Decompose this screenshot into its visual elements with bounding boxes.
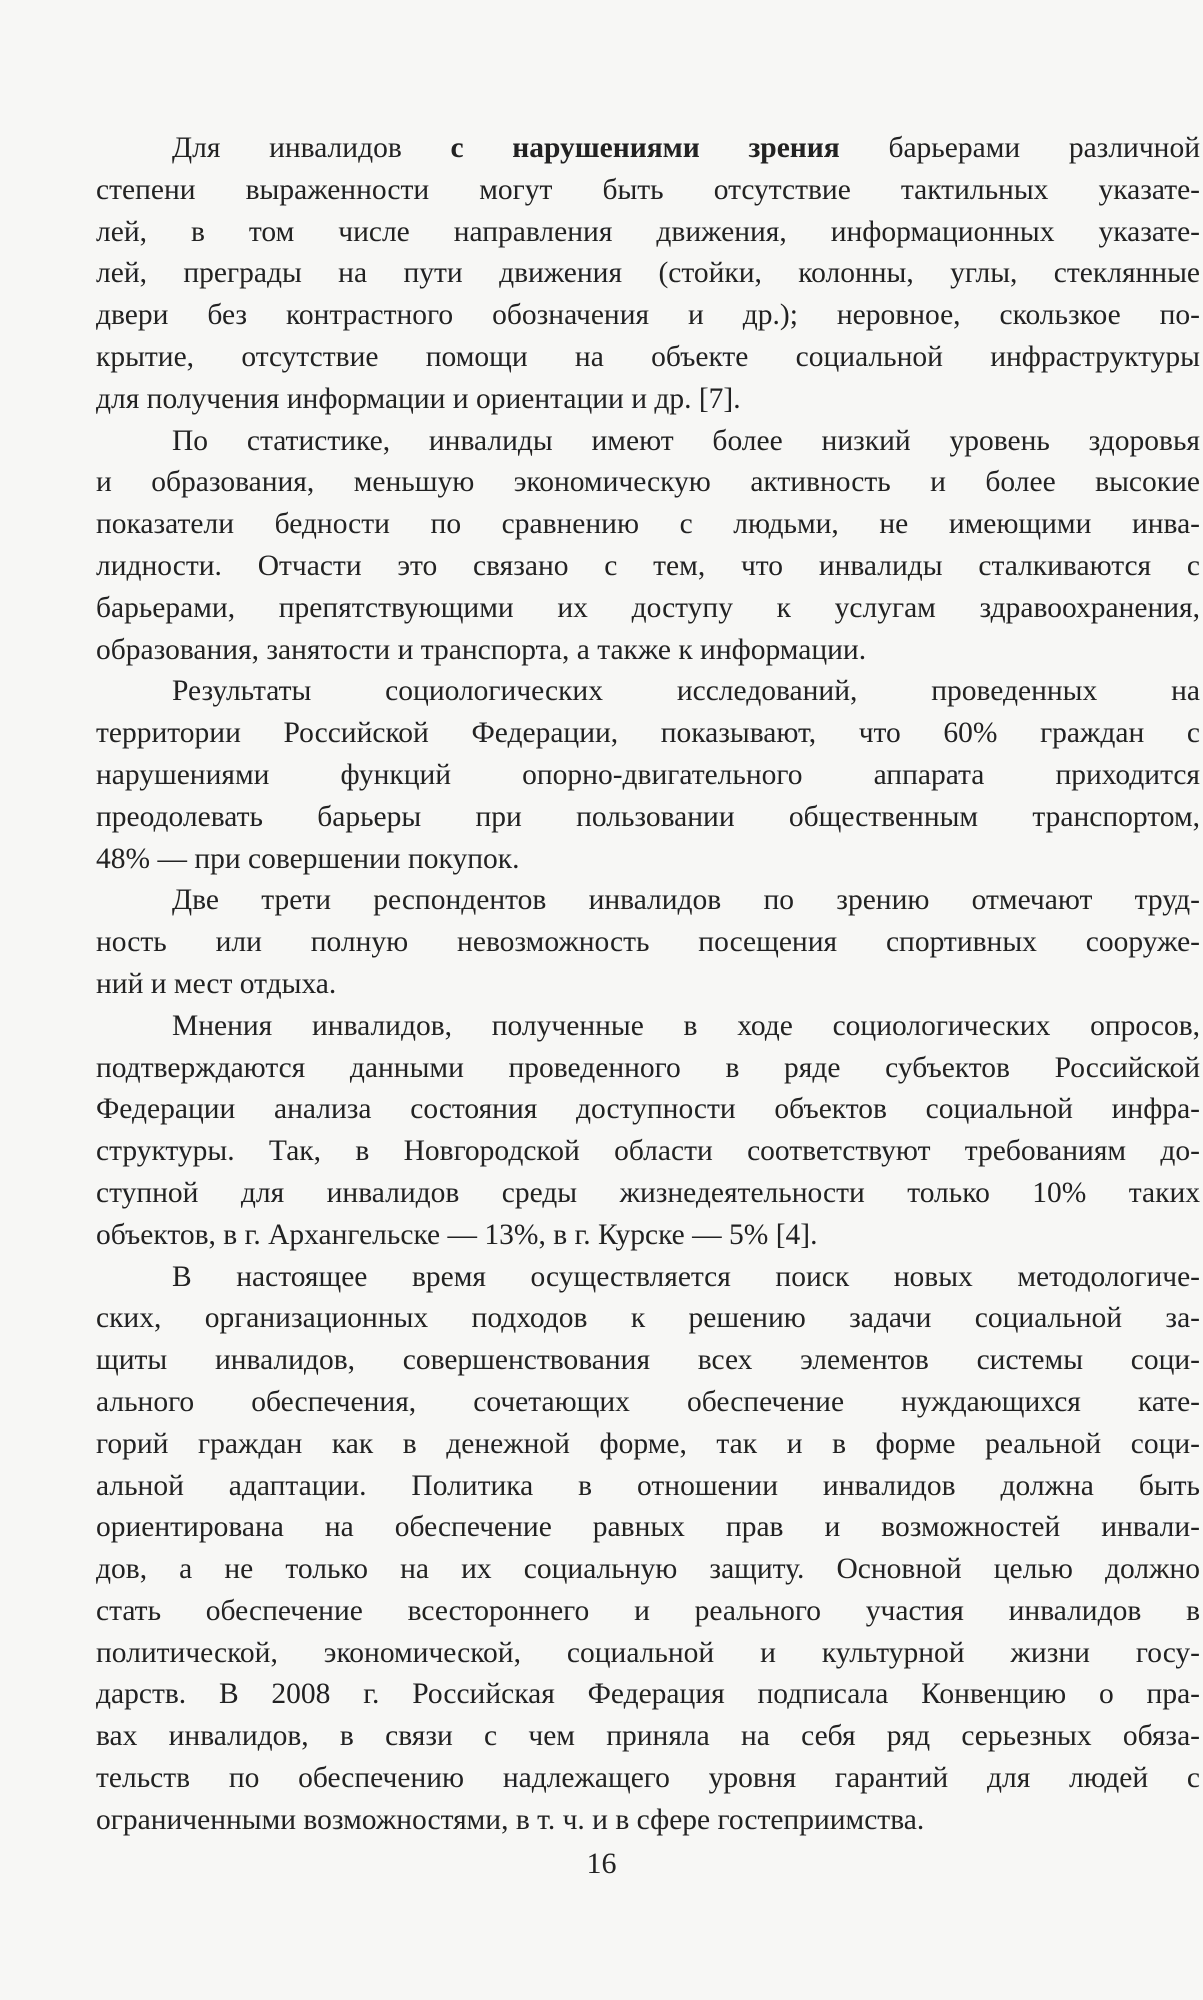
text-line: Две трети респондентов инвалидов по зрению отмечают труд- [172, 884, 1200, 917]
text-line: ность или полную невозможность посещения спортивных сооруже- [96, 926, 1200, 959]
text-line: двери без контрастного обозначения и др.); неровное, скользкое по- [96, 299, 1200, 332]
text-run: барьерами различной [839, 132, 1200, 164]
text-line: показатели бедности по сравнению с людьми, не имеющими инва- [96, 508, 1200, 541]
text-line: барьерами, препятствующими их доступу к услугам здравоохранения, [96, 591, 1200, 624]
text-line: тельств по обеспечению надлежащего уровня гарантий для людей с [96, 1762, 1200, 1795]
text-line: структуры. Так, в Новгородской области соответствуют требованиям до- [96, 1135, 1200, 1168]
text-line: дарств. В 2008 г. Российская Федерация подписала Конвенцию о пра- [96, 1678, 1200, 1711]
text-line: крытие, отсутствие помощи на объекте социальной инфраструктуры [96, 340, 1200, 373]
text-line: подтверждаются данными проведенного в ряде субъектов Российской [96, 1051, 1200, 1084]
paragraph-6 [96, 1257, 1200, 1842]
text-line [96, 128, 1200, 170]
text-line: степени выраженности могут быть отсутствие тактильных указате- [96, 173, 1200, 206]
text-line: ориентирована на обеспечение равных прав и возможностей инвали- [96, 1511, 1200, 1544]
text-line: В настоящее время осуществляется поиск новых методологиче- [172, 1260, 1200, 1293]
text-line: альной адаптации. Политика в отношении инвалидов должна быть [96, 1469, 1200, 1502]
text-line: стать обеспечение всестороннего и реального участия инвалидов в [96, 1594, 1200, 1627]
body-text [96, 128, 1200, 1842]
text-line: лей, в том числе направления движения, информационных указате- [96, 215, 1200, 248]
text-line: вах инвалидов, в связи с чем приняла на себя ряд серьезных обяза- [96, 1720, 1200, 1753]
text-line: По статистике, инвалиды имеют более низкий уровень здоровья [172, 424, 1200, 457]
paragraph-1 [96, 128, 1200, 421]
text-line: политической, экономической, социальной и культурной жизни госу- [96, 1636, 1200, 1669]
text-line: нарушениями функций опорно-двигательного аппарата приходится [96, 758, 1200, 791]
text-line: преодолевать барьеры при пользовании общественным транспортом, [96, 800, 1200, 833]
text-line: лей, преграды на пути движения (стойки, колонны, углы, стеклянные [96, 257, 1200, 290]
paragraph-4 [96, 880, 1200, 1005]
paragraph-5 [96, 1006, 1200, 1257]
text-line: Федерации анализа состояния доступности объектов социальной инфра- [96, 1093, 1200, 1126]
text-line: 48% — при совершении покупок. [96, 842, 520, 875]
bold-phrase: с нарушениями зрения [450, 132, 840, 164]
text-line: лидности. Отчасти это связано с тем, что инвалиды сталкиваются с [96, 549, 1200, 582]
text-line: Результаты социологических исследований, проведенных на [172, 675, 1200, 708]
text-line: объектов, в г. Архангельске — 13%, в г. Курске — 5% [4]. [96, 1218, 818, 1251]
text-line: Мнения инвалидов, полученные в ходе социологических опросов, [172, 1009, 1200, 1042]
text-line: ступной для инвалидов среды жизнедеятельности только 10% таких [96, 1176, 1200, 1209]
text-line: ального обеспечения, сочетающих обеспечение нуждающихся кате- [96, 1385, 1200, 1418]
text-line: щиты инвалидов, совершенствования всех элементов системы соци- [96, 1344, 1200, 1377]
text-line: ских, организационных подходов к решению задачи социальной за- [96, 1302, 1200, 1335]
text-line: образования, занятости и транспорта, а также к информации. [96, 633, 867, 666]
text-line: территории Российской Федерации, показывают, что 60% граждан с [96, 717, 1200, 750]
paragraph-3 [96, 671, 1200, 880]
text-line: для получения информации и ориентации и др. [7]. [96, 382, 741, 415]
text-line: дов, а не только на их социальную защиту. Основной целью должно [96, 1553, 1200, 1586]
document-page [96, 128, 1200, 1842]
paragraph-2 [96, 421, 1200, 672]
page-number: 16 [586, 1847, 617, 1880]
text-line: ний и мест отдыха. [96, 967, 337, 1000]
text-line: ограниченными возможностями, в т. ч. и в сфере гостеприимства. [96, 1803, 925, 1836]
text-run: Для инвалидов [172, 132, 451, 164]
text-line: горий граждан как в денежной форме, так и в форме реальной соци- [96, 1427, 1200, 1460]
text-line: и образования, меньшую экономическую активность и более высокие [96, 466, 1200, 499]
